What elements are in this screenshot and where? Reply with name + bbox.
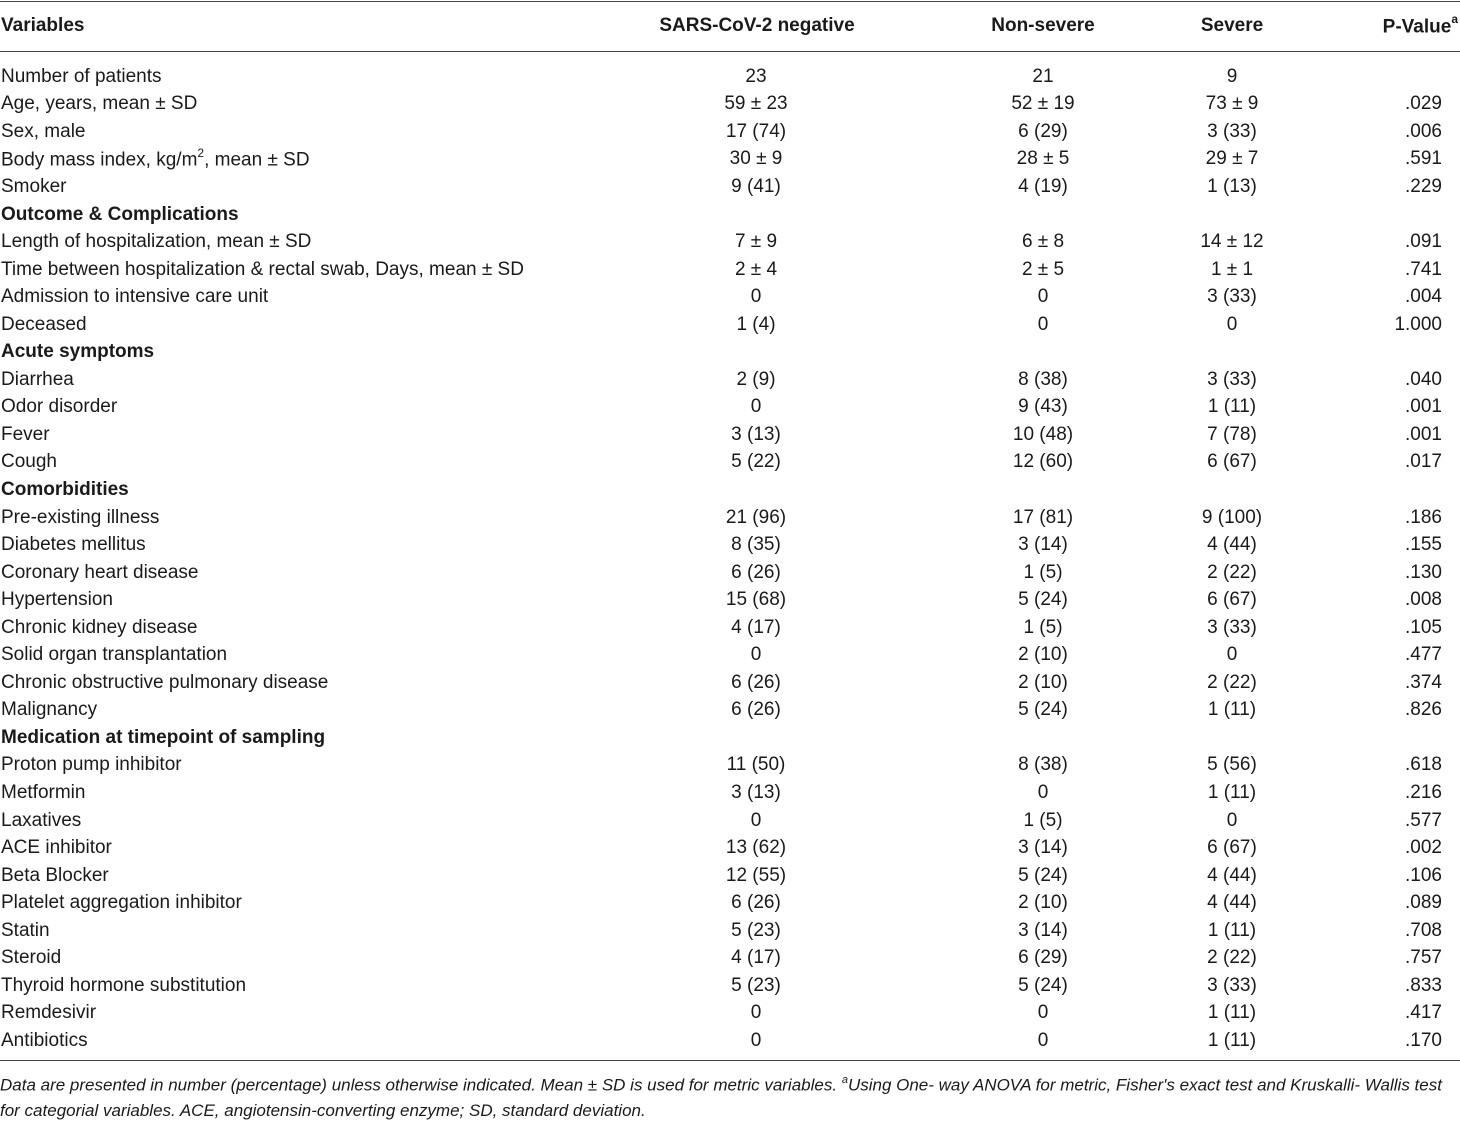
cell-p-value: .757 bbox=[1405, 947, 1442, 969]
cell-severe: 9 (100) bbox=[1201, 506, 1263, 528]
cell-p-value: .001 bbox=[1405, 423, 1442, 445]
cell-sars-cov-2-negative: 12 (55) bbox=[725, 864, 787, 886]
cell-sars-cov-2-negative: 1 (4) bbox=[736, 313, 776, 335]
cell-non-severe: 3 (14) bbox=[1018, 534, 1068, 556]
cell-severe: 3 (33) bbox=[1207, 616, 1257, 638]
cell-non-severe: 2 (10) bbox=[1018, 671, 1068, 693]
cell-non-severe: 0 bbox=[1037, 1029, 1049, 1051]
cell-variable: Admission to intensive care unit bbox=[1, 286, 269, 308]
cell-variable: Diabetes mellitus bbox=[1, 534, 146, 556]
cell-non-severe: 5 (24) bbox=[1018, 589, 1068, 611]
cell-severe: 1 (11) bbox=[1207, 396, 1257, 418]
cell-variable: Number of patients bbox=[1, 65, 162, 87]
cell-p-value: .004 bbox=[1405, 286, 1442, 308]
cell-severe: 3 (33) bbox=[1207, 368, 1257, 390]
table-section-row bbox=[0, 201, 1460, 229]
table-row bbox=[0, 779, 1460, 807]
table-row bbox=[0, 697, 1460, 725]
cell-severe: 0 bbox=[1226, 644, 1238, 666]
cell-non-severe: 4 (19) bbox=[1018, 175, 1068, 197]
cell-severe: 3 (33) bbox=[1207, 286, 1257, 308]
cell-non-severe: 8 (38) bbox=[1018, 754, 1068, 776]
cell-p-value: .155 bbox=[1405, 534, 1442, 556]
cell-severe: 0 bbox=[1226, 809, 1238, 831]
cell-sars-cov-2-negative: 3 (13) bbox=[731, 423, 781, 445]
cell-p-value: .708 bbox=[1405, 919, 1442, 941]
cell-sars-cov-2-negative: 7 ± 9 bbox=[734, 231, 778, 253]
cell-non-severe: 52 ± 19 bbox=[1011, 93, 1075, 115]
cell-non-severe: 0 bbox=[1037, 781, 1049, 803]
table-row bbox=[0, 586, 1460, 614]
table-section-row bbox=[0, 724, 1460, 752]
table-row bbox=[0, 669, 1460, 697]
table-row bbox=[0, 834, 1460, 862]
header-variables: Variables bbox=[1, 15, 85, 36]
cell-variable-text-pre: Body mass index, kg/m bbox=[1, 149, 198, 171]
cell-variable-superscript: 2 bbox=[197, 146, 205, 161]
cell-variable: ACE inhibitor bbox=[1, 837, 112, 859]
table-row bbox=[0, 1000, 1460, 1028]
cell-severe: 1 (11) bbox=[1207, 1002, 1257, 1024]
cell-variable: Chronic obstructive pulmonary disease bbox=[1, 671, 329, 693]
cell-severe: 14 ± 12 bbox=[1200, 231, 1264, 253]
cell-variable bbox=[0, 146, 620, 174]
table-row bbox=[0, 449, 1460, 477]
section-heading: Outcome & Complications bbox=[1, 203, 239, 225]
cell-non-severe: 2 ± 5 bbox=[1021, 258, 1065, 280]
cell-sars-cov-2-negative: 0 bbox=[750, 1029, 762, 1051]
table-row bbox=[0, 91, 1460, 119]
cell-variable: Chronic kidney disease bbox=[1, 616, 198, 638]
cell-p-value: .833 bbox=[1405, 974, 1442, 996]
cell-p-value: .229 bbox=[1405, 175, 1442, 197]
cell-sars-cov-2-negative: 6 (26) bbox=[731, 561, 781, 583]
cell-variable: Sex, male bbox=[1, 120, 86, 142]
cell-sars-cov-2-negative: 23 bbox=[745, 65, 767, 87]
cell-severe: 4 (44) bbox=[1207, 534, 1257, 556]
table-bottom-rule bbox=[0, 1060, 1460, 1061]
cell-severe: 1 (13) bbox=[1207, 175, 1257, 197]
cell-non-severe: 17 (81) bbox=[1012, 506, 1074, 528]
cell-variable: Beta Blocker bbox=[1, 864, 109, 886]
cell-variable: Remdesivir bbox=[1, 1002, 97, 1024]
table-header-row bbox=[0, 0, 1460, 52]
cell-variable-text-post: , mean ± SD bbox=[204, 149, 310, 171]
header-non-severe: Non-severe bbox=[991, 15, 1095, 36]
cell-p-value: .091 bbox=[1405, 231, 1442, 253]
table-row bbox=[0, 173, 1460, 201]
cell-severe: 73 ± 9 bbox=[1205, 93, 1259, 115]
cell-variable: Coronary heart disease bbox=[1, 561, 199, 583]
table-row bbox=[0, 917, 1460, 945]
cell-sars-cov-2-negative: 9 (41) bbox=[731, 175, 781, 197]
table-row bbox=[0, 862, 1460, 890]
cell-p-value: .089 bbox=[1405, 892, 1442, 914]
cell-sars-cov-2-negative: 2 ± 4 bbox=[734, 258, 778, 280]
cell-sars-cov-2-negative: 8 (35) bbox=[731, 534, 781, 556]
header-p-value-text: P-Value bbox=[1382, 16, 1452, 38]
cell-variable: Age, years, mean ± SD bbox=[1, 93, 198, 115]
table-row bbox=[0, 283, 1460, 311]
table-row bbox=[0, 256, 1460, 284]
cell-severe: 7 (78) bbox=[1207, 423, 1257, 445]
cell-severe: 1 (11) bbox=[1207, 699, 1257, 721]
cell-non-severe: 1 (5) bbox=[1023, 561, 1063, 583]
table-row bbox=[0, 1027, 1460, 1055]
cell-non-severe: 6 (29) bbox=[1018, 120, 1068, 142]
cell-p-value: .170 bbox=[1405, 1029, 1442, 1051]
cell-non-severe: 3 (14) bbox=[1018, 919, 1068, 941]
table-row bbox=[0, 531, 1460, 559]
cell-sars-cov-2-negative: 5 (23) bbox=[731, 919, 781, 941]
section-heading: Medication at timepoint of sampling bbox=[1, 726, 326, 748]
cell-severe: 9 bbox=[1226, 65, 1238, 87]
cell-p-value: .130 bbox=[1405, 561, 1442, 583]
cell-sars-cov-2-negative: 6 (26) bbox=[731, 699, 781, 721]
cell-p-value: .591 bbox=[1405, 148, 1442, 170]
cell-p-value: .741 bbox=[1405, 258, 1442, 280]
cell-severe: 29 ± 7 bbox=[1205, 148, 1259, 170]
table-section-row bbox=[0, 476, 1460, 504]
cell-non-severe: 6 ± 8 bbox=[1021, 231, 1065, 253]
table-row bbox=[0, 559, 1460, 587]
cell-severe: 4 (44) bbox=[1207, 892, 1257, 914]
footnote-text-part1: Data are presented in number (percentage) unless otherwise indicated. Mean ± SD is used for metric variables. bbox=[0, 1075, 842, 1095]
cell-non-severe: 0 bbox=[1037, 313, 1049, 335]
cell-non-severe: 0 bbox=[1037, 286, 1049, 308]
cell-sars-cov-2-negative: 0 bbox=[750, 286, 762, 308]
cell-variable: Platelet aggregation inhibitor bbox=[1, 892, 242, 914]
cell-non-severe: 6 (29) bbox=[1018, 947, 1068, 969]
cell-variable: Fever bbox=[1, 423, 50, 445]
table-row bbox=[0, 421, 1460, 449]
cell-sars-cov-2-negative: 0 bbox=[750, 396, 762, 418]
cell-p-value: .618 bbox=[1405, 754, 1442, 776]
cell-variable: Thyroid hormone substitution bbox=[1, 974, 247, 996]
table-body bbox=[0, 52, 1460, 1055]
header-sars-cov-2-negative: SARS-CoV-2 negative bbox=[659, 15, 855, 36]
cell-non-severe: 5 (24) bbox=[1018, 699, 1068, 721]
cell-variable: Length of hospitalization, mean ± SD bbox=[1, 231, 312, 253]
cell-non-severe: 5 (24) bbox=[1018, 974, 1068, 996]
cell-variable: Cough bbox=[1, 451, 57, 473]
table-row bbox=[0, 504, 1460, 532]
header-p-value bbox=[1294, 0, 1460, 52]
cell-variable: Pre-existing illness bbox=[1, 506, 160, 528]
cell-p-value: .417 bbox=[1405, 1002, 1442, 1024]
cell-sars-cov-2-negative: 0 bbox=[750, 644, 762, 666]
cell-severe: 1 (11) bbox=[1207, 1029, 1257, 1051]
cell-variable: Odor disorder bbox=[1, 396, 118, 418]
cell-sars-cov-2-negative: 11 (50) bbox=[726, 754, 786, 776]
cell-non-severe: 1 (5) bbox=[1023, 616, 1063, 638]
cell-p-value: .477 bbox=[1405, 644, 1442, 666]
cell-severe: 3 (33) bbox=[1207, 120, 1257, 142]
table-row bbox=[0, 752, 1460, 780]
cell-p-value: .040 bbox=[1405, 368, 1442, 390]
table-row bbox=[0, 118, 1460, 146]
cell-severe: 0 bbox=[1226, 313, 1238, 335]
cell-variable: Solid organ transplantation bbox=[1, 644, 228, 666]
footnote-marker: a bbox=[841, 1074, 848, 1086]
table-section-row bbox=[0, 338, 1460, 366]
table-row bbox=[0, 945, 1460, 973]
cell-severe: 3 (33) bbox=[1207, 974, 1257, 996]
cell-p-value: .374 bbox=[1405, 671, 1442, 693]
cell-sars-cov-2-negative: 0 bbox=[750, 1002, 762, 1024]
cell-p-value: .216 bbox=[1405, 781, 1442, 803]
cell-p-value: .577 bbox=[1405, 809, 1442, 831]
cell-non-severe: 2 (10) bbox=[1018, 644, 1068, 666]
cell-variable: Laxatives bbox=[1, 809, 82, 831]
cell-variable: Smoker bbox=[1, 175, 67, 197]
cell-p-value: .106 bbox=[1405, 864, 1442, 886]
cell-p-value: .006 bbox=[1405, 120, 1442, 142]
cell-severe: 5 (56) bbox=[1207, 754, 1257, 776]
table-row bbox=[0, 889, 1460, 917]
cell-sars-cov-2-negative: 2 (9) bbox=[736, 368, 776, 390]
cell-non-severe: 8 (38) bbox=[1018, 368, 1068, 390]
cell-non-severe: 2 (10) bbox=[1018, 892, 1068, 914]
table-row bbox=[0, 807, 1460, 835]
cell-variable: Deceased bbox=[1, 313, 87, 335]
cell-variable: Steroid bbox=[1, 947, 62, 969]
cell-variable: Malignancy bbox=[1, 699, 98, 721]
cell-sars-cov-2-negative: 3 (13) bbox=[731, 781, 781, 803]
table-row bbox=[0, 972, 1460, 1000]
cell-sars-cov-2-negative: 5 (22) bbox=[731, 451, 781, 473]
cell-non-severe: 1 (5) bbox=[1023, 809, 1063, 831]
cell-p-value: .826 bbox=[1405, 699, 1442, 721]
cell-non-severe: 21 bbox=[1032, 65, 1054, 87]
cell-variable: Hypertension bbox=[1, 589, 113, 611]
cell-severe: 4 (44) bbox=[1207, 864, 1257, 886]
cell-non-severe: 12 (60) bbox=[1012, 451, 1074, 473]
cell-variable: Diarrhea bbox=[1, 368, 74, 390]
cell-sars-cov-2-negative: 17 (74) bbox=[725, 120, 787, 142]
cell-variable: Proton pump inhibitor bbox=[1, 754, 182, 776]
cell-variable: Antibiotics bbox=[1, 1029, 88, 1051]
cell-variable: Statin bbox=[1, 919, 50, 941]
cell-severe: 2 (22) bbox=[1207, 561, 1257, 583]
cell-p-value: .008 bbox=[1405, 589, 1442, 611]
cell-p-value: .002 bbox=[1405, 837, 1442, 859]
table-row bbox=[0, 641, 1460, 669]
cell-sars-cov-2-negative: 59 ± 23 bbox=[724, 93, 788, 115]
cell-sars-cov-2-negative: 4 (17) bbox=[731, 947, 781, 969]
cell-sars-cov-2-negative: 4 (17) bbox=[731, 616, 781, 638]
cell-non-severe: 3 (14) bbox=[1018, 837, 1068, 859]
table-row bbox=[0, 63, 1460, 91]
cell-sars-cov-2-negative: 5 (23) bbox=[731, 974, 781, 996]
footnote-text-part2: Using One- way ANOVA for metric, Fisher's exact test and Kruskalli- Wallis test for categorial variables. ACE, angiotensin-converting enzyme; SD, standard deviation. bbox=[0, 1075, 1442, 1120]
cell-non-severe: 28 ± 5 bbox=[1016, 148, 1070, 170]
cell-non-severe: 5 (24) bbox=[1018, 864, 1068, 886]
table-row bbox=[0, 366, 1460, 394]
table-row bbox=[0, 311, 1460, 339]
table-row bbox=[0, 146, 1460, 174]
cell-variable: Time between hospitalization & rectal swab, Days, mean ± SD bbox=[1, 258, 524, 280]
cell-severe: 6 (67) bbox=[1207, 589, 1257, 611]
cell-severe: 6 (67) bbox=[1207, 837, 1257, 859]
table-footnote bbox=[0, 1069, 1460, 1123]
cell-sars-cov-2-negative: 30 ± 9 bbox=[729, 148, 783, 170]
cell-severe: 1 ± 1 bbox=[1210, 258, 1254, 280]
cell-p-value: .105 bbox=[1405, 616, 1442, 638]
cell-variable: Metformin bbox=[1, 781, 86, 803]
header-p-value-footnote-marker: a bbox=[1451, 11, 1458, 26]
cell-p-value: .001 bbox=[1405, 396, 1442, 418]
cell-sars-cov-2-negative: 6 (26) bbox=[731, 892, 781, 914]
table-spacer-row bbox=[0, 52, 1460, 63]
cell-non-severe: 9 (43) bbox=[1018, 396, 1068, 418]
cell-non-severe: 0 bbox=[1037, 1002, 1049, 1024]
header-severe: Severe bbox=[1200, 15, 1264, 36]
cell-p-value: .017 bbox=[1405, 451, 1442, 473]
cell-sars-cov-2-negative: 21 (96) bbox=[725, 506, 787, 528]
cell-p-value: .029 bbox=[1405, 93, 1442, 115]
cell-p-value: 1.000 bbox=[1394, 313, 1442, 335]
cell-sars-cov-2-negative: 6 (26) bbox=[731, 671, 781, 693]
cell-sars-cov-2-negative: 13 (62) bbox=[725, 837, 787, 859]
cell-severe: 2 (22) bbox=[1207, 671, 1257, 693]
cell-sars-cov-2-negative: 15 (68) bbox=[725, 589, 787, 611]
cell-severe: 1 (11) bbox=[1207, 781, 1257, 803]
cell-non-severe: 10 (48) bbox=[1012, 423, 1074, 445]
section-heading: Comorbidities bbox=[1, 478, 129, 500]
cell-p-value: .186 bbox=[1405, 506, 1442, 528]
table-row bbox=[0, 394, 1460, 422]
cell-severe: 6 (67) bbox=[1207, 451, 1257, 473]
cell-sars-cov-2-negative: 0 bbox=[750, 809, 762, 831]
spacer-cell bbox=[0, 52, 1460, 63]
table-row bbox=[0, 614, 1460, 642]
section-heading: Acute symptoms bbox=[1, 341, 155, 363]
cell-severe: 1 (11) bbox=[1207, 919, 1257, 941]
table-row bbox=[0, 228, 1460, 256]
cell-severe: 2 (22) bbox=[1207, 947, 1257, 969]
cell-p-value bbox=[1294, 63, 1460, 91]
